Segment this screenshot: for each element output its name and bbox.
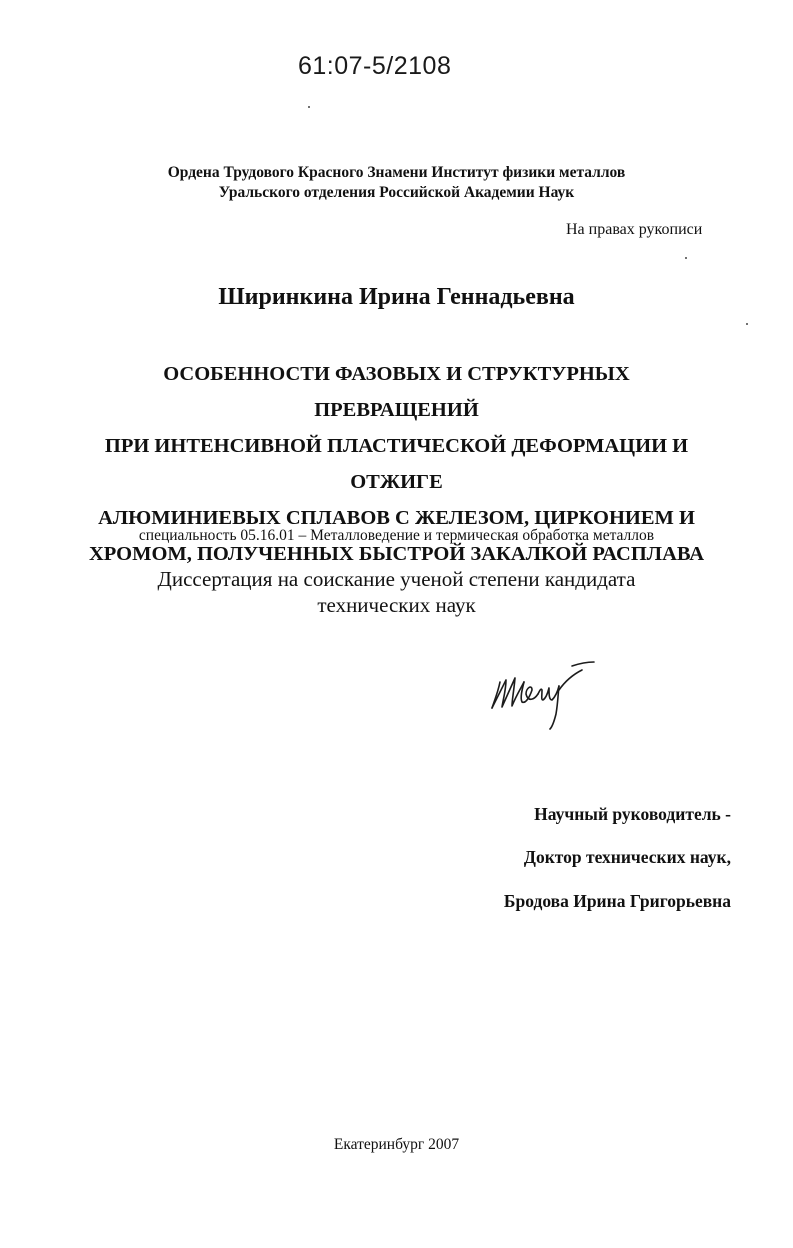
supervisor-name: Бродова Ирина Григорьевна xyxy=(503,891,731,911)
title-line-3: АЛЮМИНИЕВЫХ СПЛАВОВ С ЖЕЛЕЗОМ, ЦИРКОНИЕМ И xyxy=(98,507,695,529)
degree-line-1: Диссертация на соискание ученой степени кандидата xyxy=(157,567,636,591)
library-code: 61:07-5/2108 xyxy=(298,52,452,80)
city-year: Екатеринбург 2007 xyxy=(333,1136,460,1153)
organization-line-2: Уральского отделения Российской Академии Наук xyxy=(218,184,575,201)
handwritten-signature xyxy=(486,660,616,730)
title-line-4: ХРОМОМ, ПОЛУЧЕННЫХ БЫСТРОЙ ЗАКАЛКОЙ РАСПЛАВА xyxy=(88,543,705,565)
degree-line-2: технических наук xyxy=(317,593,476,617)
supervisor-label: Научный руководитель - xyxy=(534,804,731,824)
organization xyxy=(0,163,793,203)
specialty: специальность 05.16.01 – Металловедение и термическая обработка металлов xyxy=(138,527,655,544)
supervisor-degree: Доктор технических наук, xyxy=(523,847,731,867)
scan-speck xyxy=(746,323,748,325)
rights-notice: На правах рукописи xyxy=(566,221,703,238)
dissertation-degree xyxy=(0,566,793,618)
author-name: Ширинкина Ирина Геннадьевна xyxy=(218,284,575,310)
title-line-1: ОСОБЕННОСТИ ФАЗОВЫХ И СТРУКТУРНЫХ ПРЕВРАЩЕНИЙ xyxy=(163,363,630,421)
scan-speck xyxy=(308,106,310,108)
scan-speck xyxy=(685,257,687,259)
organization-line-1: Ордена Трудового Красного Знамени Институт физики металлов xyxy=(167,164,626,181)
title-line-2: ПРИ ИНТЕНСИВНОЙ ПЛАСТИЧЕСКОЙ ДЕФОРМАЦИИ И ОТЖИГЕ xyxy=(104,435,689,493)
